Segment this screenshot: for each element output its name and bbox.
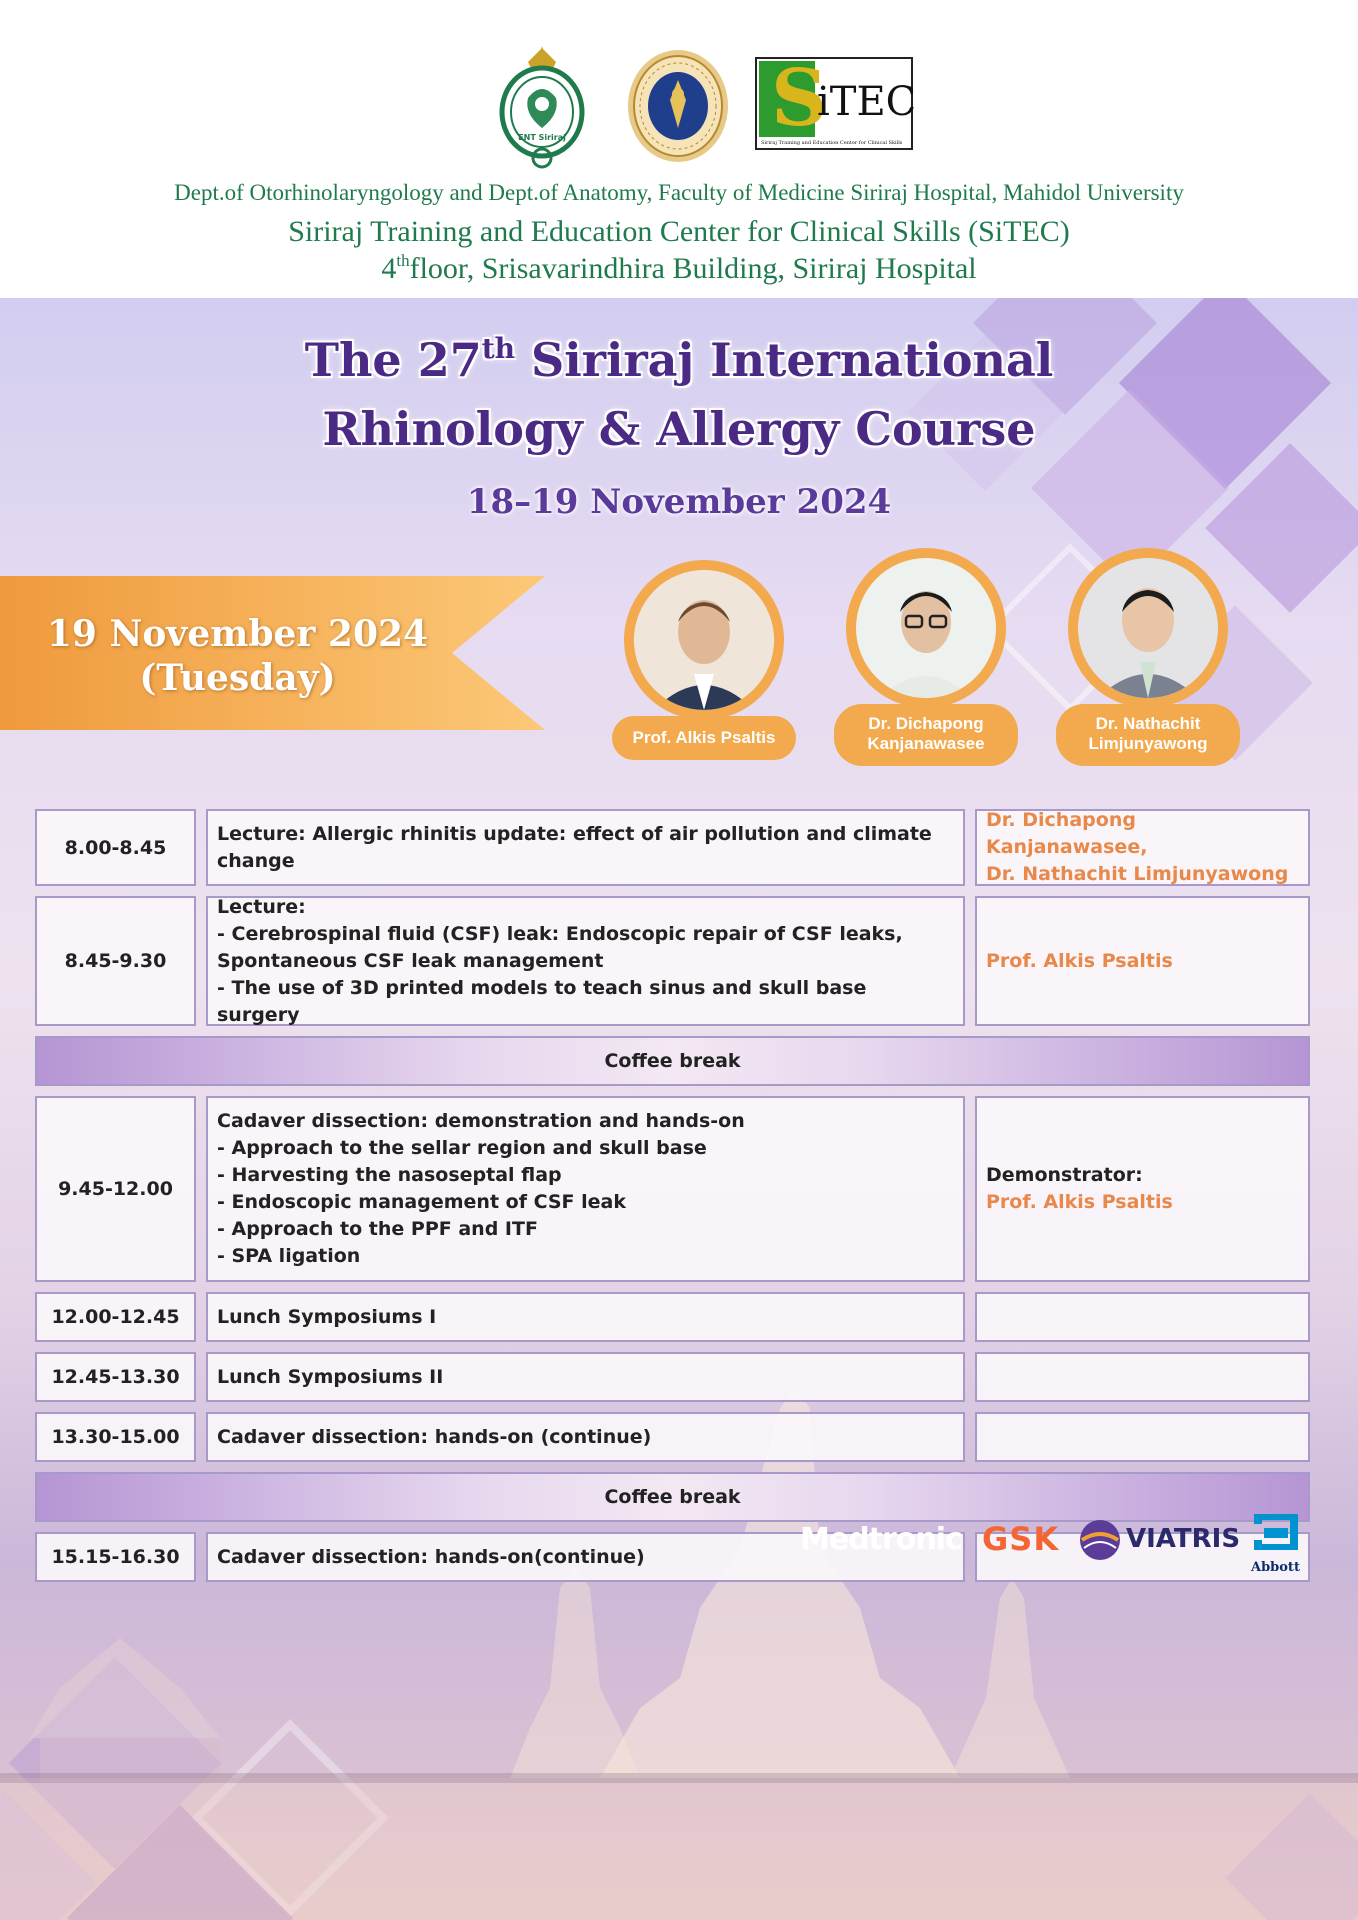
topic-line: - Approach to the sellar region and skull base <box>217 1137 707 1159</box>
time-text: 12.45-13.30 <box>51 1366 180 1388</box>
time-text: 12.00-12.45 <box>51 1306 180 1328</box>
speaker-line: Dr. Nathachit Limjunyawong <box>986 863 1289 885</box>
break-label: Coffee break <box>604 1486 741 1508</box>
floor-ordinal: th <box>396 251 410 270</box>
schedule-time <box>35 1532 196 1582</box>
schedule-topic <box>206 896 965 1026</box>
floor-location: floor, Srisavarindhira Building, Siriraj Hospital <box>409 252 977 285</box>
poster-body <box>0 298 1358 1920</box>
topic-line: - Approach to the PPF and ITF <box>217 1218 538 1240</box>
speaker-name: Kanjanawasee <box>867 734 985 753</box>
schedule-speakers <box>975 1412 1310 1462</box>
speaker-photo-psaltis <box>634 570 774 710</box>
time-text: 8.00-8.45 <box>64 836 167 859</box>
topic-line: Cadaver dissection: hands-on(continue) <box>217 1545 645 1568</box>
topic-line: Lecture: <box>217 895 306 918</box>
speaker-card-limjunyawong <box>1068 548 1234 768</box>
header-section <box>0 0 1358 298</box>
speaker-name-pill <box>612 716 796 760</box>
sponsor-viatris-logo: VIATRIS <box>1126 1524 1241 1554</box>
topic-line: Cadaver dissection: demonstration and hands-on <box>217 1110 745 1132</box>
speaker-line: Prof. Alkis Psaltis <box>986 949 1173 972</box>
floor-number: 4 <box>381 252 397 285</box>
mahidol-medicine-seal <box>626 48 730 164</box>
speaker-photo-limjunyawong <box>1078 558 1218 698</box>
sponsor-gsk-logo: GSK <box>982 1520 1060 1558</box>
topic-line: Cadaver dissection: hands-on (continue) <box>217 1425 652 1448</box>
topic-line: Lunch Symposiums II <box>217 1365 444 1388</box>
course-title-line2: Rhinology & Allergy Course <box>322 402 1036 456</box>
speaker-name-pill <box>834 704 1018 766</box>
schedule-speakers <box>975 1292 1310 1342</box>
viatris-globe-icon <box>1078 1518 1122 1562</box>
speaker-name: Dr. Nathachit <box>1095 714 1201 733</box>
speaker-line: Dr. Dichapong Kanjanawasee, <box>986 809 1148 858</box>
sponsor-abbott-logo: Abbott <box>1251 1560 1300 1575</box>
schedule-topic <box>206 1412 965 1462</box>
topic-line: - SPA ligation <box>217 1245 361 1267</box>
topic-line: - Harvesting the nasoseptal flap <box>217 1164 562 1186</box>
speaker-name: Dr. Dichapong <box>868 714 984 733</box>
topic-line: Spontaneous CSF leak management <box>217 949 604 972</box>
schedule-time <box>35 896 196 1026</box>
course-date-range: 18–19 November 2024 <box>466 482 892 522</box>
speaker-card-kanjanawasee <box>846 548 1012 768</box>
schedule-speakers <box>975 896 1310 1026</box>
schedule-speakers <box>975 1352 1310 1402</box>
sitec-logo <box>755 53 917 150</box>
location-line <box>0 251 1358 286</box>
topic-line: - Cerebrospinal fluid (CSF) leak: Endoscopic repair of CSF leaks, <box>217 922 903 945</box>
schedule-time <box>35 1096 196 1282</box>
coffee-break-row <box>35 1472 1310 1522</box>
sitec-logo-s: S <box>771 53 828 144</box>
demonstrator-label: Demonstrator: <box>986 1164 1143 1186</box>
speaker-name-pill <box>1056 704 1240 766</box>
day-date: 19 November 2024 <box>46 613 429 655</box>
schedule-topic <box>206 1352 965 1402</box>
topic-line: - The use of 3D printed models to teach sinus and skull base surgery <box>217 976 867 1026</box>
course-title-line1 <box>0 332 1358 387</box>
time-text: 15.15-16.30 <box>51 1546 180 1568</box>
coffee-break-row <box>35 1036 1310 1086</box>
schedule-speakers <box>975 1096 1310 1282</box>
schedule-topic <box>206 1292 965 1342</box>
sitec-logo-text: iTEC <box>817 79 917 125</box>
training-center-line: Siriraj Training and Education Center for Clinical Skills (SiTEC) <box>288 215 1070 248</box>
day-label <box>0 612 475 700</box>
time-text: 9.45-12.00 <box>58 1178 173 1200</box>
abbott-logo-icon <box>1250 1510 1302 1554</box>
break-label: Coffee break <box>604 1050 741 1072</box>
schedule-topic <box>206 809 965 886</box>
speaker-card-psaltis <box>624 560 790 760</box>
sitec-logo-tagline: Siriraj Training and Education Center for Clinical Skills <box>761 140 903 146</box>
speaker-photo-kanjanawasee <box>856 558 996 698</box>
ent-siriraj-logo <box>482 40 602 170</box>
schedule-time <box>35 1352 196 1402</box>
course-title-suffix: Siriraj International <box>515 333 1054 387</box>
course-title-ordinal: th <box>481 332 516 365</box>
course-title-prefix: The 27 <box>304 333 482 387</box>
schedule-time <box>35 1412 196 1462</box>
time-text: 8.45-9.30 <box>64 950 167 972</box>
schedule-topic <box>206 1096 965 1282</box>
schedule-time <box>35 809 196 886</box>
time-text: 13.30-15.00 <box>51 1426 180 1448</box>
speaker-name: Limjunyawong <box>1088 734 1208 753</box>
day-weekday: (Tuesday) <box>139 657 336 699</box>
svg-text:ENT Siriraj: ENT Siriraj <box>518 133 566 142</box>
topic-line: - Endoscopic management of CSF leak <box>217 1191 627 1213</box>
speaker-name: Prof. Alkis Psaltis <box>632 728 776 747</box>
department-line: Dept.of Otorhinolaryngology and Dept.of Anatomy, Faculty of Medicine Siriraj Hospital, Mahidol University <box>174 180 1184 205</box>
sponsor-medtronic-logo: Medtronic <box>800 1522 962 1557</box>
topic-line: Lecture: Allergic rhinitis update: effect of air pollution and climate change <box>217 822 932 872</box>
topic-line: Lunch Symposiums I <box>217 1305 437 1328</box>
schedule-time <box>35 1292 196 1342</box>
schedule-speakers <box>975 809 1310 886</box>
speaker-line: Prof. Alkis Psaltis <box>986 1191 1173 1213</box>
